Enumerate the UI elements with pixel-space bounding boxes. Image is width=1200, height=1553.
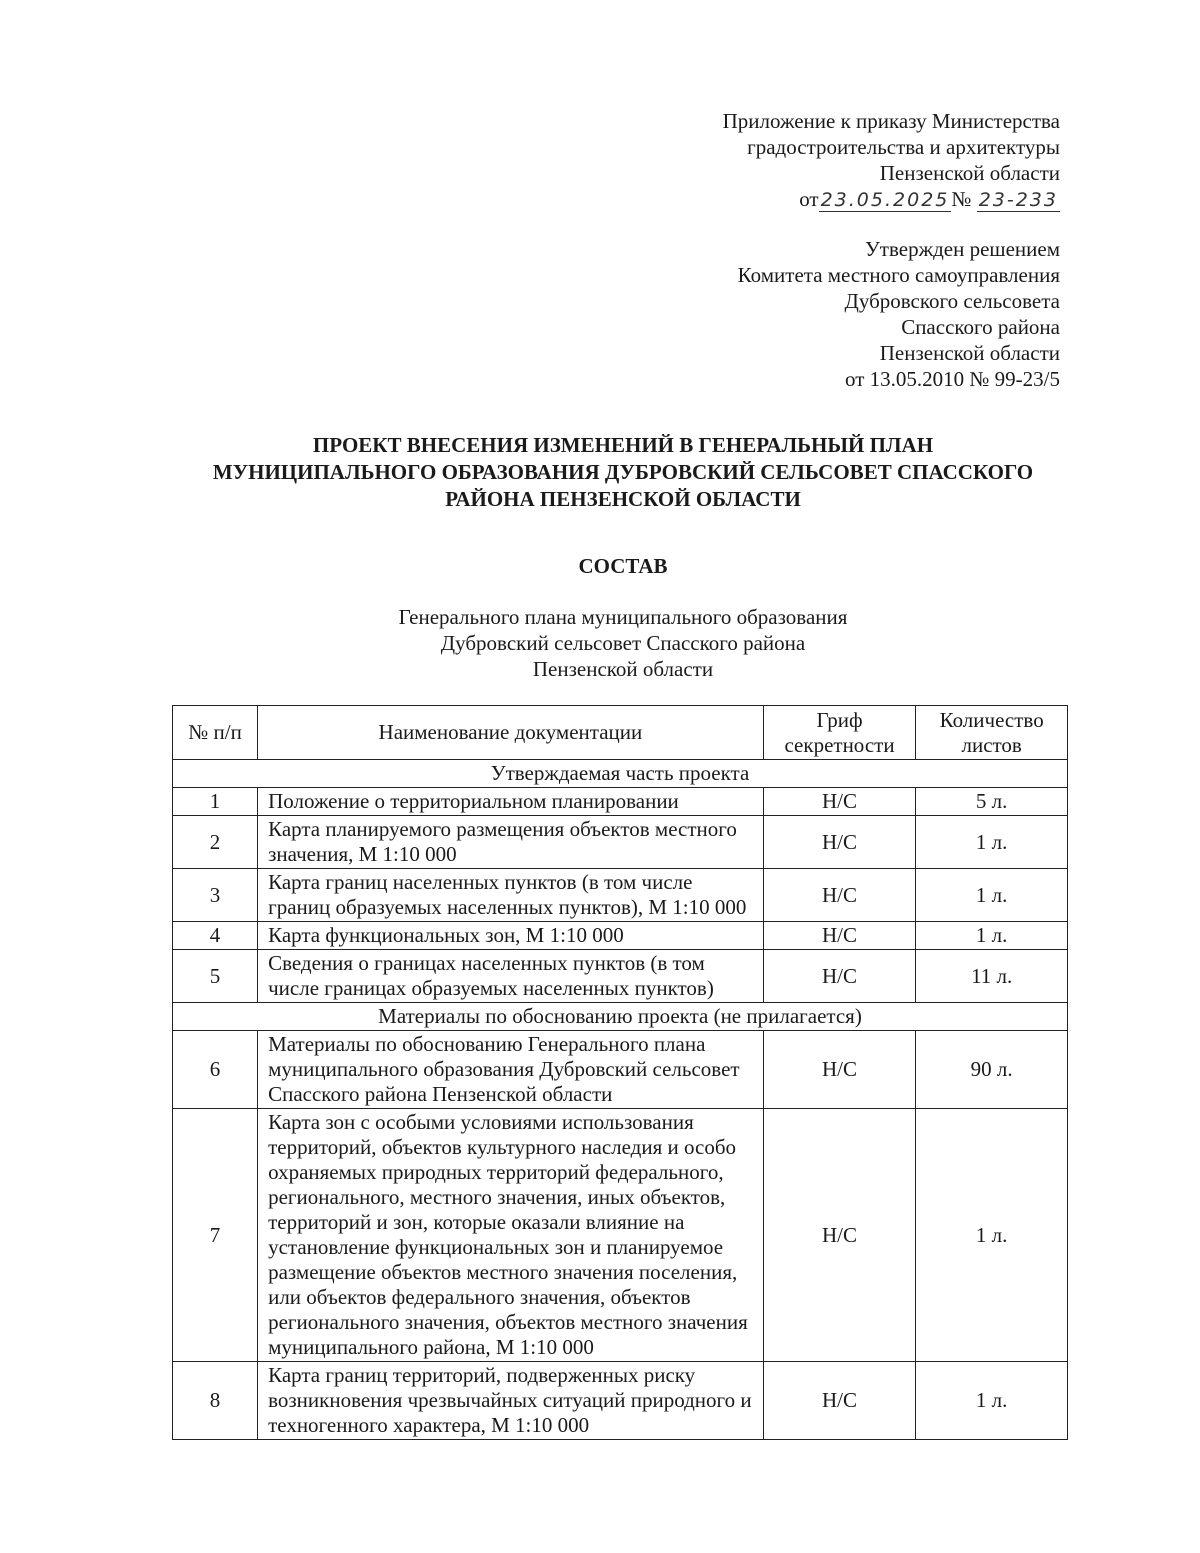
row-name: Материалы по обоснованию Генерального плана муниципального образования Дубровский сельсовет Спасского района Пензенской области bbox=[258, 1031, 764, 1109]
table-row bbox=[173, 1362, 1068, 1440]
table-row bbox=[173, 869, 1068, 922]
approval-line: Пензенской области bbox=[879, 341, 1060, 365]
row-name: Положение о территориальном планировании bbox=[258, 788, 764, 816]
row-name: Сведения о границах населенных пунктов (в том числе границах образуемых населенных пунктов) bbox=[258, 950, 764, 1003]
row-num: 6 bbox=[173, 1031, 258, 1109]
approval-block bbox=[540, 236, 1060, 392]
row-sheets: 5 л. bbox=[916, 788, 1068, 816]
from-label: от bbox=[799, 187, 819, 211]
table-row bbox=[173, 922, 1068, 950]
title-line: МУНИЦИПАЛЬНОГО ОБРАЗОВАНИЯ ДУБРОВСКИЙ СЕЛЬСОВЕТ СПАССКОГО bbox=[212, 460, 1034, 484]
row-sheets: 1 л. bbox=[916, 869, 1068, 922]
header-sheets: Количество листов bbox=[916, 706, 1068, 760]
appendix-line: Пензенской области bbox=[879, 161, 1060, 185]
header-grif: Гриф секретности bbox=[763, 706, 916, 760]
row-grif: Н/С bbox=[763, 1109, 916, 1362]
subtitle-line: Пензенской области bbox=[532, 657, 714, 681]
row-sheets: 11 л. bbox=[916, 950, 1068, 1003]
approval-line: Утвержден решением bbox=[864, 237, 1060, 261]
section-approved: Утверждаемая часть проекта bbox=[173, 760, 1068, 788]
title-line: РАЙОНА ПЕНЗЕНСКОЙ ОБЛАСТИ bbox=[445, 487, 801, 511]
row-name: Карта зон с особыми условиями использования территорий, объектов культурного наследия и особо охраняемых природных территорий федерального, регионального, местного значения, иных объектов, территорий и зон, которые оказали влияние на установление функциональных зон и планируемое размещение объектов местного значения поселения, или объектов федерального значения, объектов регионального значения, объектов местного значения муниципального района, М 1:10 000 bbox=[258, 1109, 764, 1362]
table-section-row bbox=[173, 760, 1068, 788]
table-row bbox=[173, 950, 1068, 1003]
row-sheets: 90 л. bbox=[916, 1031, 1068, 1109]
order-date: 23.05.2025 bbox=[820, 189, 950, 211]
composition-table bbox=[172, 705, 1068, 1440]
document-title bbox=[150, 432, 1096, 513]
number-label: № bbox=[951, 187, 972, 211]
approval-line: Спасского района bbox=[901, 315, 1060, 339]
row-num: 7 bbox=[173, 1109, 258, 1362]
row-num: 3 bbox=[173, 869, 258, 922]
appendix-line: градостроительства и архитектуры bbox=[747, 135, 1060, 159]
approval-line: Комитета местного самоуправления bbox=[737, 263, 1060, 287]
header-name: Наименование документации bbox=[258, 706, 764, 760]
row-num: 4 bbox=[173, 922, 258, 950]
order-date-number bbox=[799, 186, 1060, 213]
document-subtitle bbox=[150, 604, 1096, 682]
table-row bbox=[173, 1031, 1068, 1109]
row-num: 1 bbox=[173, 788, 258, 816]
row-sheets: 1 л. bbox=[916, 1362, 1068, 1440]
appendix-block bbox=[540, 108, 1060, 213]
subtitle-line: Дубровский сельсовет Спасского района bbox=[440, 631, 806, 655]
section-justification: Материалы по обоснованию проекта (не прилагается) bbox=[173, 1003, 1068, 1031]
row-sheets: 1 л. bbox=[916, 1109, 1068, 1362]
appendix-line: Приложение к приказу Министерства bbox=[722, 109, 1060, 133]
row-num: 8 bbox=[173, 1362, 258, 1440]
table-row bbox=[173, 1109, 1068, 1362]
row-name: Карта функциональных зон, М 1:10 000 bbox=[258, 922, 764, 950]
row-grif: Н/С bbox=[763, 922, 916, 950]
row-sheets: 1 л. bbox=[916, 922, 1068, 950]
row-num: 5 bbox=[173, 950, 258, 1003]
row-grif: Н/С bbox=[763, 788, 916, 816]
row-name: Карта планируемого размещения объектов местного значения, М 1:10 000 bbox=[258, 816, 764, 869]
row-grif: Н/С bbox=[763, 816, 916, 869]
row-sheets: 1 л. bbox=[916, 816, 1068, 869]
subtitle-line: Генерального плана муниципального образования bbox=[398, 605, 848, 629]
table-section-row bbox=[173, 1003, 1068, 1031]
row-grif: Н/С bbox=[763, 1362, 916, 1440]
row-num: 2 bbox=[173, 816, 258, 869]
section-heading: СОСТАВ bbox=[578, 554, 668, 578]
row-grif: Н/С bbox=[763, 950, 916, 1003]
row-grif: Н/С bbox=[763, 869, 916, 922]
approval-line: от 13.05.2010 № 99-23/5 bbox=[844, 367, 1060, 391]
table-header-row bbox=[173, 706, 1068, 760]
row-name: Карта границ территорий, подверженных риску возникновения чрезвычайных ситуаций природного и техногенного характера, М 1:10 000 bbox=[258, 1362, 764, 1440]
header-num: № п/п bbox=[173, 706, 258, 760]
row-grif: Н/С bbox=[763, 1031, 916, 1109]
table-row bbox=[173, 816, 1068, 869]
approval-line: Дубровского сельсовета bbox=[844, 289, 1060, 313]
table-row bbox=[173, 788, 1068, 816]
order-number: 23-233 bbox=[978, 189, 1058, 211]
row-name: Карта границ населенных пунктов (в том числе границ образуемых населенных пунктов), М 1:10 000 bbox=[258, 869, 764, 922]
title-line: ПРОЕКТ ВНЕСЕНИЯ ИЗМЕНЕНИЙ В ГЕНЕРАЛЬНЫЙ ПЛАН bbox=[312, 433, 934, 457]
